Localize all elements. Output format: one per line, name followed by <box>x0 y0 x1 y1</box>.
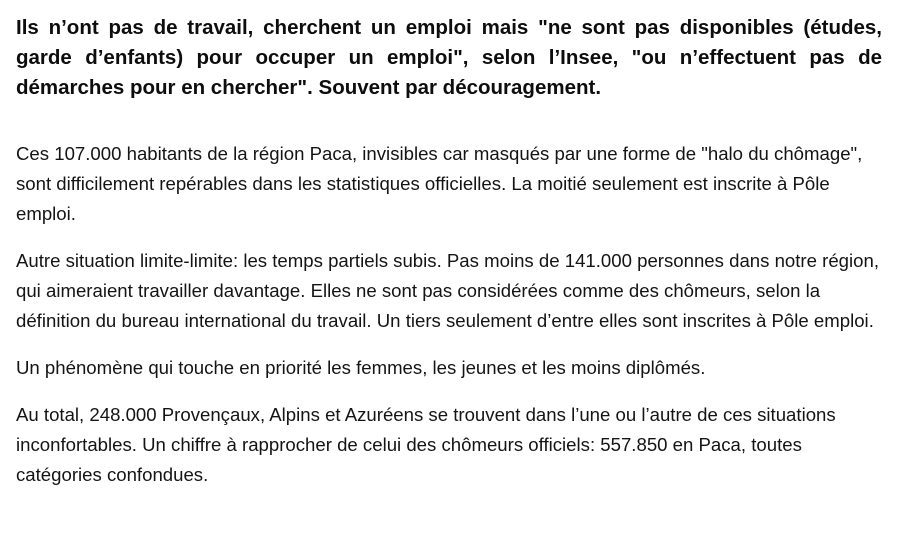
paragraph-phenomene: Un phénomène qui touche en priorité les femmes, les jeunes et les moins diplômés. <box>16 357 706 378</box>
paragraph-temps-partiels: Autre situation limite-limite: les temps partiels subis. Pas moins de 141.000 personnes dans notre région, qui aimeraient travailler davantage. Elles ne sont pas considérées comme des chômeurs, selon la définition du bureau international du travail. Un tiers seulement d’entre elles sont inscrites à Pôle emploi. <box>16 250 879 331</box>
paragraph-halo-chomage: Ces 107.000 habitants de la région Paca, invisibles car masqués par une forme de "halo du chômage", sont difficilement repérables dans les statistiques officielles. La moitié seulement est inscrite à Pôle emploi. <box>16 143 863 224</box>
article-lead: Ils n’ont pas de travail, cherchent un emploi mais "ne sont pas disponibles (études, garde d’enfants) pour occuper un emploi", selon l’Insee, "ou n’effectuent pas de démarches pour en chercher". Souvent par découragement. <box>16 16 882 99</box>
paragraph-total: Au total, 248.000 Provençaux, Alpins et Azuréens se trouvent dans l’une ou l’autre de ces situations inconfortables. Un chiffre à rapprocher de celui des chômeurs officiels: 557.850 en Paca, toutes catégories confondues. <box>16 404 836 485</box>
